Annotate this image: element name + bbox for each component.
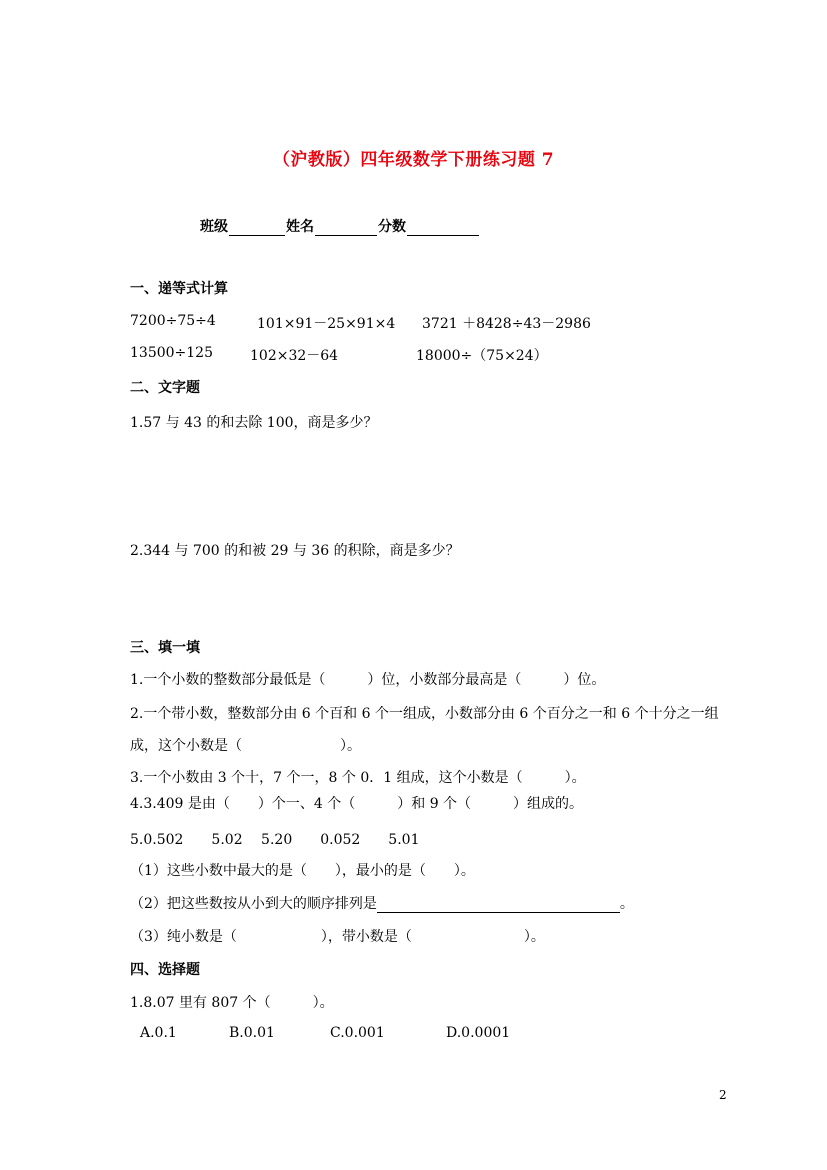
page-number: 2 [719,1088,727,1102]
section2-heading: 二、文字题 [130,380,200,396]
score-label: 分数 [378,219,406,235]
calc-item: 18000÷（75×24） [416,348,548,364]
option-d[interactable]: D.0.0001 [446,1025,511,1041]
section1-heading: 一、递等式计算 [130,281,228,297]
fill-question-1: 1.一个小数的整数部分最低是（ ）位，小数部分最高是（ ）位。 [130,672,606,688]
calc-item: 7200÷75÷4 [130,313,216,329]
score-blank[interactable] [407,221,479,236]
fill-question-5-sub1: （1）这些小数中最大的是（ ），最小的是（ ）。 [130,863,475,879]
option-b[interactable]: B.0.01 [229,1025,275,1041]
fill-question-2-line1: 2.一个带小数，整数部分由 6 个百和 6 个一组成，小数部分由 6 个百分之一和 6 个十分之一组 [130,706,719,722]
class-blank[interactable] [229,221,285,236]
section3-heading: 三、填一填 [130,640,200,656]
word-problem-1: 1.57 与 43 的和去除 100，商是多少？ [130,415,378,431]
calc-item: 3721 ＋8428÷43－2986 [422,316,591,332]
calc-item: 102×32－64 [250,348,339,364]
option-a[interactable]: A.0.1 [140,1025,177,1041]
sub2-prefix: （2）把这些数按从小到大的顺序排列是 [130,896,377,912]
section4-heading: 四、选择题 [130,962,200,978]
choice-question-1: 1.8.07 里有 807 个（ ）。 [130,995,334,1011]
fill-question-5-sub3: （3）纯小数是（ ），带小数是（ ）。 [130,929,545,945]
fill-question-3: 3.一个小数由 3 个十，7 个一，8 个 0．1 组成，这个小数是（ ）。 [130,770,586,786]
fill-question-5-numbers: 5.0.502 5.02 5.20 0.052 5.01 [130,832,420,848]
fill-question-5-sub2 [130,893,634,913]
name-blank[interactable] [315,221,377,236]
word-problem-2: 2.344 与 700 的和被 29 与 36 的积除，商是多少？ [130,543,460,559]
page-title: （沪教版）四年级数学下册练习题 7 [272,150,555,170]
sub2-suffix: 。 [619,896,634,912]
calc-item: 13500÷125 [130,345,213,361]
fill-question-2-line2: 成，这个小数是（ ）。 [130,738,361,754]
calc-item: 101×91－25×91×4 [257,316,396,332]
answer-line[interactable] [377,898,620,913]
class-label: 班级 [200,219,228,235]
name-label: 姓名 [286,219,314,235]
option-c[interactable]: C.0.001 [330,1025,385,1041]
fill-question-4: 4.3.409 是由（ ）个一、4 个（ ）和 9 个（ ）组成的。 [130,796,584,812]
student-info-line [200,216,480,236]
